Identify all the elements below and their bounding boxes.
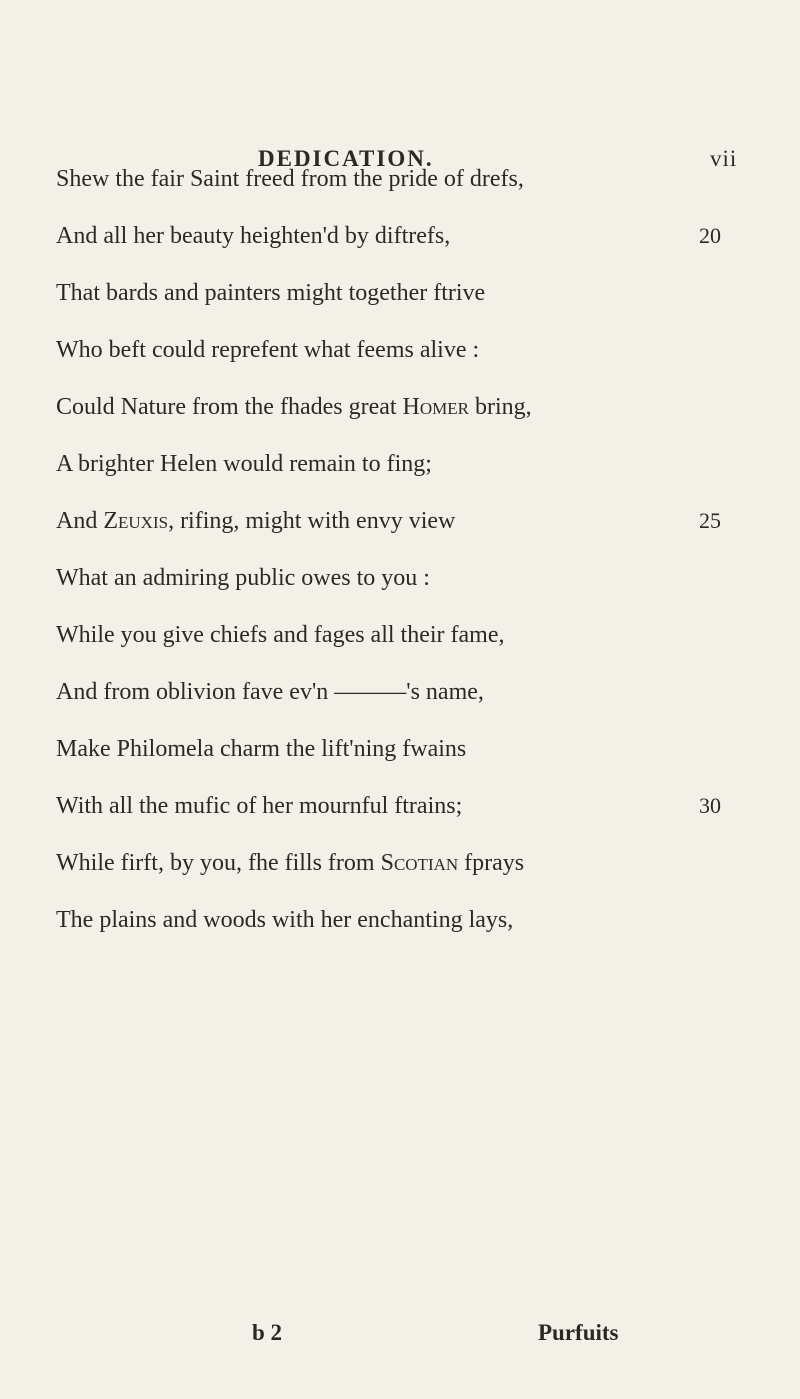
line-text: The plains and woods with her enchanting lays, (56, 907, 514, 933)
poem-line (56, 736, 756, 772)
line-text: Shew the fair Saint freed from the pride of drefs, (56, 166, 524, 192)
line-text: Could Nature from the fhades great Homer bring, (56, 394, 532, 420)
poem-line (56, 622, 756, 658)
poem-line (56, 166, 756, 202)
signature-mark: b 2 (252, 1320, 283, 1345)
poem-line (56, 679, 756, 715)
poem-line (56, 850, 756, 886)
line-text: Make Philomela charm the lift'ning fwains (56, 736, 467, 762)
poem-line (56, 451, 756, 487)
poem-line (56, 793, 756, 829)
poem-line (56, 565, 756, 601)
page-footer (0, 1320, 800, 1356)
poem-line (56, 907, 756, 943)
line-text: A brighter Helen would remain to fing; (56, 451, 432, 477)
line-text: What an admiring public owes to you : (56, 565, 430, 591)
line-text: And Zeuxis, rifing, might with envy view (56, 508, 456, 534)
line-text: That bards and painters might together ftrive (56, 280, 486, 306)
poem-line (56, 394, 756, 430)
poem-line (56, 280, 756, 316)
line-number: 30 (699, 793, 721, 818)
line-text: And from oblivion fave ev'n ———'s name, (56, 679, 484, 705)
poem-line (56, 223, 756, 259)
poem-line (56, 508, 756, 544)
line-number: 25 (699, 508, 721, 533)
catchword: Purfuits (538, 1320, 619, 1345)
running-title: DEDICATION. (258, 146, 434, 171)
line-text: And all her beauty heighten'd by diftrefs, (56, 223, 451, 249)
line-text: With all the mufic of her mournful ftrains; (56, 793, 463, 819)
page-number: vii (710, 146, 738, 171)
poem-line (56, 337, 756, 373)
line-number: 20 (699, 223, 721, 248)
line-text: While you give chiefs and fages all their fame, (56, 622, 505, 648)
line-text: Who beft could reprefent what feems alive : (56, 337, 480, 363)
line-text: While firft, by you, fhe fills from Scotian fprays (56, 850, 525, 876)
